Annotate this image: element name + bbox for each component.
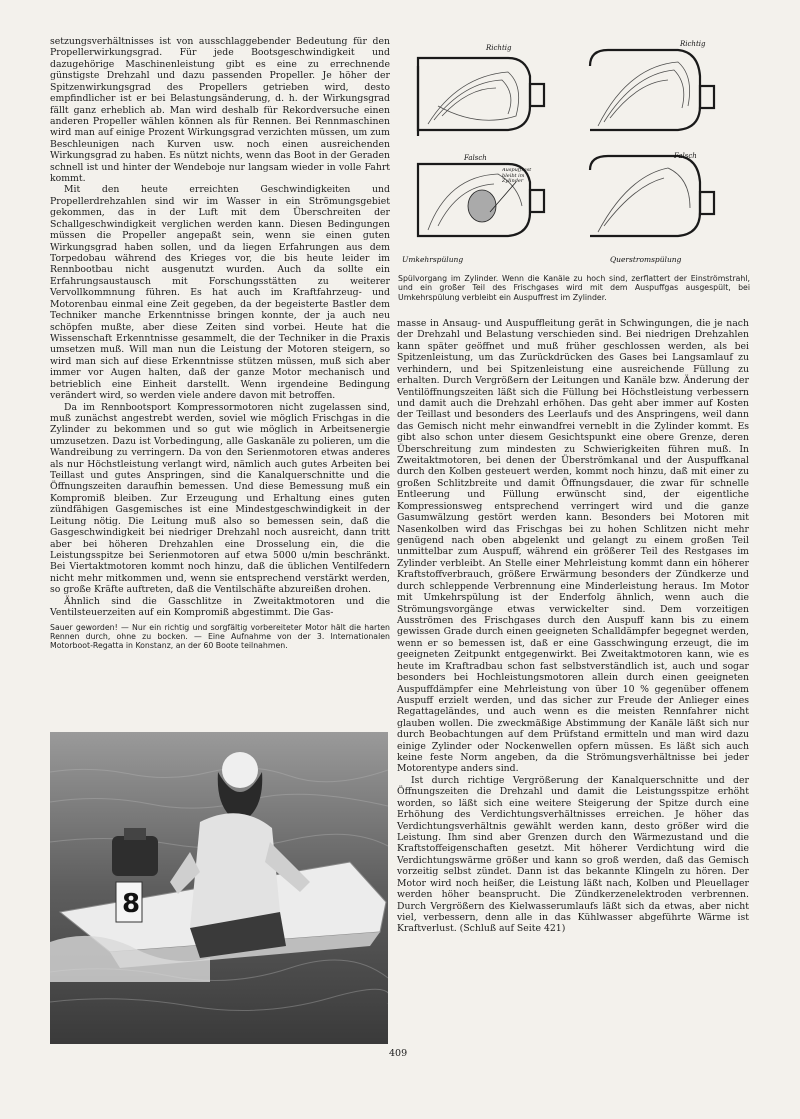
- label-wrong-right: Falsch: [674, 152, 697, 160]
- figure-caption: Spülvorgang im Zylinder. Wenn die Kanäle zu hoch sind, zerflattert der Einströmstrahl, und ein großer Teil des Frischgases wird mit dem Auspuffgas ausgespült, bei Umkehrspülung verbleibt ein Auspuffrest im Zylinder.: [398, 274, 750, 302]
- left-text-column: [50, 36, 390, 651]
- scavenging-diagram: [398, 36, 750, 266]
- label-correct-left: Richtig: [486, 44, 512, 52]
- paragraph: masse in Ansaug- und Auspuffleitung gerät in Schwingungen, die je nach der Drehzahl und Belastung verschieden sind. Bei niedrigen Drehzahlen kann später geöffnet und muß früher geschlossen werden, als bei Spitzenleistung, um das Zurückdrücken des Gases bei Langsamlauf zu verhindern, und bei Spitzenleistung eine ausreichende Füllung zu erhalten. Durch Vergrößern der Leitungen und Kanäle bzw. Änderung der Ventilöffnungszeiten läßt sich die Füllung bei Höchstleistung verbessern und damit auch die Drehzahl erhöhen. Das geht aber immer auf Kosten der Teillast und besonders des Leerlaufs und des Anspringens, weil dann das Gemisch nicht mehr einwandfrei verneblt in die Zylinder kommt. Es gibt also schon unter diesem Gesichtspunkt eine obere Grenze, deren Überschreitung zum mindesten zu Schwierigkeiten führen muß. In Zweitaktmotoren, bei denen der Überströmkanal und der Auspuffkanal durch den Kolben gesteuert werden, kommt noch hinzu, daß mit einer zu großen Schlitzbreite und damit Öffnungsdauer, die zwar für schnelle Entleerung und Füllung erwünscht sind, der eigentliche Kompressionsweg entsprechend verringert wird und die ganze Gasumwälzung gestört werden kann. Besonders bei Motoren mit Nasenkolben wird das Frischgas bei zu hohen Schlitzen nicht mehr genügend nach oben abgelenkt und gelangt zu einem großen Teil unmittelbar zum Auspuff, während ein größerer Teil des Restgases im Zylinder verbleibt. An Stelle einer Mehrleistung kommt dann ein höherer Kraftstoffverbrauch, größere Erwärmung besonders der Zündkerze und durch schleppende Verbrennung eine Minderleistung heraus. Im Motor mit Umkehrspülung ist der Enderfolg ähnlich, wenn auch die Strömungsvorgänge etwas verwickelter sind. Dem vorzeitigen Ausströmen des Frischgases durch den Auspuff kann bis zu einem gewissen Grade durch einen geeigneten Schalldämpfer begegnet werden, wenn er so bemessen ist, daß er eine Gasschwingung erzeugt, die im geeigneten Zeitpunkt entgegenwirkt. Bei Zweitaktmotoren kann, wie es heute im Kraftradbau schon fast selbstverständlich ist, auch und sogar besonders bei Hochleistungsmotoren allein durch einen geeigneten Auspuffdämpfer eine Mehrleistung von über 10 % gegenüber offenem Auspuff erzielt werden, und das sicher zur Freude der Anlieger eines Regattageländes, und auch wenn es die meisten Rennfahrer nicht glauben wollen. Die zweckmäßige Abstimmung der Kanäle läßt sich nur durch Beobachtungen auf dem Prüfstand ermitteln und man wird dazu einige Zylinder oder Nockenwellen opfern müssen. Es läßt sich auch keine feste Norm angeben, da die Strömungsverhältnisse bei jeder Motorentype anders sind.: [397, 318, 749, 775]
- paragraph: Mit den heute erreichten Geschwindigkeiten und Propellerdrehzahlen sind wir im Wasser in ein Strömungsgebiet gekommen, das in der Luft mit dem Überschreiten der Schallgeschwindigkeit verglichen werden kann. Diesen Bedingungen müssen die Propeller angepaßt sein, wenn sie einen guten Wirkungsgrad haben sollen, und da liegen Erfahrungen aus dem Torpedobau während des Krieges vor, die bis heute leider im Rennbootbau nicht ausgenutzt wurden. Auch da sollte ein Erfahrungsaustausch mit Forschungsstätten zu weiterer Vervollkommnung führen. Es hat auch im Kraftfahrzeug- und Motorenbau einmal eine Zeit gegeben, da der begeisterte Bastler dem Techniker manche Erkenntnisse bringen konnte, der ja auch neu schöpfen mußte, aber diese Zeiten sind vorbei. Heute hat die Wissenschaft Erkenntnisse gesammelt, die der Techniker in die Praxis umsetzen muß. Will man nun die Leistung der Motoren steigern, so wird man sich auf diese Erkenntnisse stützen müssen, muß sich aber immer vor Augen halten, daß der ganze Motor mechanisch und betrieblich eine Einheit darstellt. Wenn irgendeine Bedingung verändert wird, so werden viele andere davon mit betroffen.: [50, 184, 390, 402]
- exhaust-residue: [468, 190, 496, 222]
- label-exhaust-residue: Auspuffrest bleibt im Zylinder: [502, 168, 532, 184]
- cylinder-diagram: [398, 36, 750, 266]
- right-text-column: [397, 318, 749, 935]
- page-number: 409: [389, 1048, 408, 1059]
- label-wrong-left: Falsch: [464, 154, 487, 162]
- photo-caption: Sauer geworden! — Nur ein richtig und sorgfältig vorbereiteter Motor hält die harten Rennen durch, ohne zu bocken. — Eine Aufnahme von der 3. Internationalen Motorboot-Regatta in Konstanz, an der 60 Boote teilnahmen.: [50, 622, 390, 651]
- paragraph: Ähnlich sind die Gasschlitze in Zweitaktmotoren und die Ventilsteuerzeiten auf ein Kompromiß abgestimmt. Die Gas-: [50, 595, 390, 619]
- boat-number: 8: [122, 889, 141, 919]
- paragraph: setzungsverhältnisses ist von ausschlaggebender Bedeutung für den Propellerwirkungsgrad. Für jede Bootsgeschwindigkeit und dazugehörige Maschinenleistung gibt es eine zu errechnende günstigste Drehzahl und dazu passenden Propeller. Je höher der Spitzenwirkungsgrad des Propellers getrieben wird, desto empfindlicher ist er bei Belastungsänderung, d. h. der Wirkungsgrad fällt ganz erheblich ab. Man wird deshalb für Rekordversuche einen anderen Propeller wählen können als für Rennen. Bei Rennmaschinen wird man auf einige Prozent Wirkungsgrad verzichten müssen, um zum Beschleunigen nach Kurven usw. noch einen ausreichenden Wirkungsgrad zu haben. Es nützt nichts, wenn das Boot in der Geraden schnell ist und hinter der Wendeboje nur langsam wieder in volle Fahrt kommt.: [50, 36, 390, 185]
- race-boat-photo: [50, 732, 388, 1044]
- label-cross-scavenging: Querstromspülung: [610, 255, 682, 264]
- paragraph: Da im Rennbootsport Kompressormotoren nicht zugelassen sind, muß zunächst angestrebt werden, soviel wie möglich Frischgas in die Zylinder zu bekommen und so gut wie möglich in Arbeitsenergie umzusetzen. Dazu ist Vorbedingung, alle Gaskanäle zu polieren, um die Wandreibung zu verringern. Da von den Serienmotoren etwas anderes als nur Höchstleistung verlangt wird, nämlich auch gutes Arbeiten bei Teillast und gutes Anspringen, sind die Kanalquerschnitte und die Öffnungszeiten daraufhin bemessen. Und diese Bemessung muß ein Kompromiß bleiben. Zur Erzeugung und Erhaltung eines guten zündfähigen Gasgemisches ist eine Mindestgeschwindigkeit in der Leitung nötig. Die Leitung muß also so bemessen sein, daß die Gasgeschwindigkeit bei niedriger Drehzahl noch ausreicht, dann tritt aber bei höheren Drehzahlen eine Drosselung ein, die die Leistungsspitze bei Serienmotoren auf etwa 5000 u/min beschränkt. Bei Viertaktmotoren kommt noch hinzu, daß die üblichen Ventilfedern nicht mehr mitkommen und, wenn sie entsprechend verstärkt werden, so große Kräfte auftreten, daß die Ventilschäfte abzureißen drohen.: [50, 401, 390, 596]
- race-boat-photo-image: [50, 732, 388, 1044]
- label-correct-right: Richtig: [680, 40, 706, 48]
- paragraph: Ist durch richtige Vergrößerung der Kanalquerschnitte und der Öffnungszeiten die Drehzahl und damit die Leistungsspitze erhöht worden, so läßt sich eine weitere Steigerung der Spitze durch eine Erhöhung des Verdichtungsverhältnisses erreichen. Je höher das Verdichtungsverhältnis gewählt werden kann, desto größer wird die Leistung. Ihm sind aber Grenzen durch den Wärmezustand und die Kraftstoffeigenschaften gesetzt. Mit höherer Verdichtung wird die Verdichtungswärme größer und kann so groß werden, daß das Gemisch vorzeitig selbst zündet. Dann ist das bekannte Klingeln zu hören. Der Motor wird noch heißer, die Leistung läßt nach, Kolben und Pleuellager werden höher beansprucht. Die Zündkerzenelektroden verbrennen. Durch Vergrößern des Kielwasserumlaufs läßt sich da etwas, aber nicht viel, verbessern, denn alle in das Kühlwasser abgeführte Wärme ist Kraftverlust. (Schluß auf Seite 421): [397, 774, 749, 935]
- label-reverse-scavenging: Umkehrspülung: [402, 255, 464, 264]
